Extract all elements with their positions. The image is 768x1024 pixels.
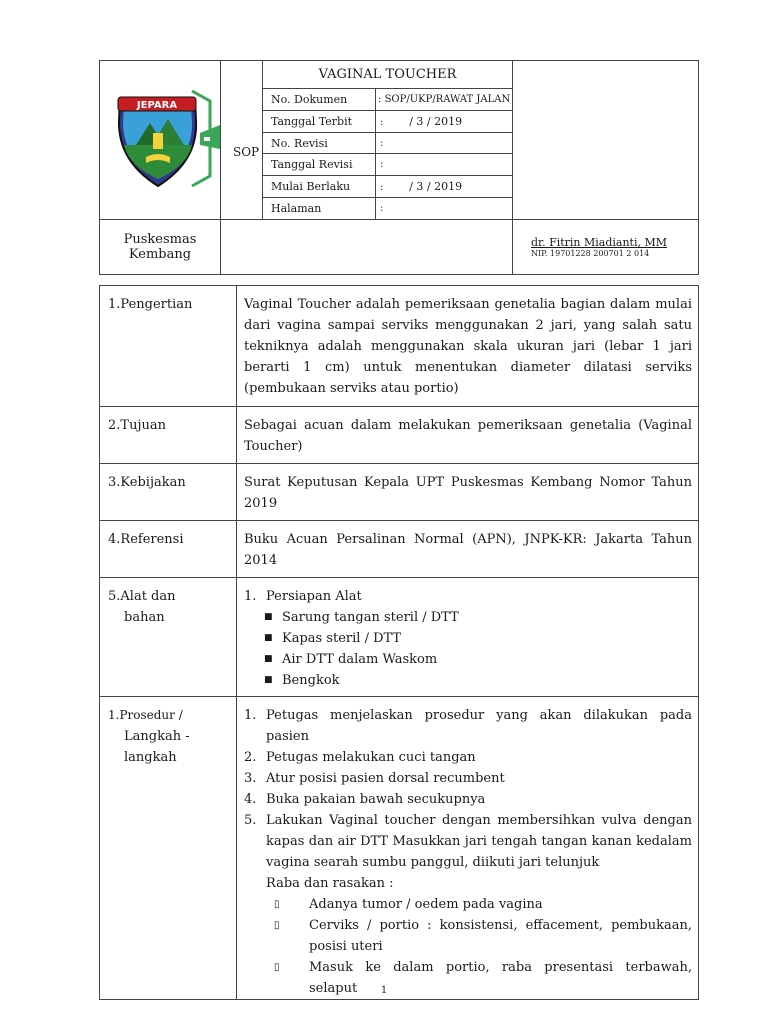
list-item — [244, 607, 692, 628]
list-item — [244, 894, 692, 915]
logo-lettering: JEPARA — [136, 100, 178, 111]
sop-content-table — [99, 285, 699, 1000]
list-text: Masuk ke dalam portio, raba presentasi terbawah, selaput — [309, 960, 692, 996]
organization-location: Kembang — [128, 247, 192, 262]
logo-cell — [100, 61, 221, 220]
signer-cell — [513, 220, 699, 275]
label-alat-bahan — [100, 578, 237, 697]
table-row — [100, 578, 699, 697]
list-number: 5. — [244, 813, 257, 828]
text-tujuan: Sebagai acuan dalam melakukan pemeriksaan genetalia (Vaginal Toucher) — [237, 407, 699, 464]
organization-name: Puskesmas — [123, 232, 197, 247]
organization-cell — [100, 220, 221, 275]
list-text: Lakukan Vaginal toucher dengan membersihkan vulva dengan kapas dan air DTT Masukkan jari tengah tangan kanan kedalam vagina searah sumbu panggul, diikuti jari telunjuk — [266, 813, 692, 870]
meta-colon: : — [378, 93, 382, 105]
meta-value-tanggal-terbit — [376, 110, 513, 132]
sop-header-table — [99, 60, 699, 275]
list-item — [244, 586, 692, 607]
list-text: Persiapan Alat — [266, 589, 362, 604]
meta-label-tanggal-terbit: Tanggal Terbit — [263, 110, 376, 132]
list-text: Petugas menjelaskan prosedur yang akan dilakukan pada pasien — [266, 708, 692, 744]
header-middle-blank — [221, 220, 513, 275]
table-row — [100, 407, 699, 464]
meta-colon: : — [380, 182, 384, 194]
label-referensi: 4.Referensi — [100, 521, 237, 578]
list-text: Buka pakaian bawah secukupnya — [266, 792, 486, 807]
list-number: 1. — [244, 589, 257, 604]
document-title: VAGINAL TOUCHER — [263, 61, 513, 89]
label-line: Langkah - — [124, 729, 190, 744]
list-item — [244, 747, 692, 768]
list-item — [244, 649, 692, 670]
list-item — [244, 705, 692, 747]
missing-glyph-bullet-icon: ▯ — [274, 920, 280, 931]
text-pengertian: Vaginal Toucher adalah pemeriksaan genetalia bagian dalam mulai dari vagina sampai serviks menggunakan 2 jari, yang salah satu tekniknya adalah menggunakan skala ukuran jari (lebar 1 jari berarti 1 cm) untuk menentukan diameter dilatasi serviks (pembukaan serviks atau portio) — [237, 286, 699, 407]
list-item — [244, 768, 692, 789]
bullet-icon: ■ — [264, 654, 273, 664]
meta-label-mulai-berlaku: Mulai Berlaku — [263, 176, 376, 198]
list-number: 2. — [244, 750, 257, 765]
text-kebijakan: Surat Keputusan Kepala UPT Puskesmas Kembang Nomor Tahun 2019 — [237, 464, 699, 521]
label-kebijakan: 3.Kebijakan — [100, 464, 237, 521]
list-item — [244, 628, 692, 649]
list-text: Bengkok — [282, 673, 340, 688]
list-item — [244, 810, 692, 873]
list-text: Air DTT dalam Waskom — [282, 652, 438, 667]
missing-glyph-bullet-icon: ▯ — [274, 962, 280, 973]
raba-heading: Raba dan rasakan : — [266, 876, 394, 891]
sop-label-cell — [221, 61, 263, 220]
list-text: Sarung tangan steril / DTT — [282, 610, 459, 625]
list-item — [244, 915, 692, 957]
meta-colon: : — [380, 116, 384, 128]
header-right-blank — [513, 61, 699, 220]
label-pengertian: 1.Pengertian — [100, 286, 237, 407]
label-tujuan: 2.Tujuan — [100, 407, 237, 464]
list-text: Cerviks / portio : konsistensi, effacement, pembukaan, posisi uteri — [309, 918, 692, 954]
table-row — [100, 286, 699, 407]
label-line: bahan — [124, 610, 165, 625]
meta-value-no-revisi — [376, 132, 513, 154]
meta-colon: : — [380, 159, 384, 171]
list-text: Kapas steril / DTT — [282, 631, 402, 646]
meta-colon: : — [380, 137, 384, 149]
signer-name: dr. Fitrin Miadianti, MM — [531, 236, 668, 249]
meta-value-text: SOP/UKP/RAWAT JALAN — [384, 93, 511, 105]
meta-value-mulai-berlaku — [376, 176, 513, 198]
list-text: Petugas melakukan cuci tangan — [266, 750, 476, 765]
list-number: 4. — [244, 792, 257, 807]
table-row — [100, 697, 699, 1000]
meta-value-text: / 3 / 2019 — [409, 114, 463, 128]
meta-label-halaman: Halaman — [263, 198, 376, 220]
meta-label-no-revisi: No. Revisi — [263, 132, 376, 154]
list-number: 1. — [244, 708, 257, 723]
meta-colon: : — [380, 203, 384, 215]
table-row — [100, 464, 699, 521]
list-text: Adanya tumor / oedem pada vagina — [309, 897, 543, 912]
meta-value-no-dokumen — [376, 89, 513, 111]
list-item — [244, 670, 692, 691]
table-row — [100, 521, 699, 578]
bullet-icon: ■ — [264, 612, 273, 622]
text-prosedur — [237, 697, 699, 1000]
bullet-icon: ■ — [264, 675, 273, 685]
label-prosedur — [100, 697, 237, 1000]
list-item — [244, 789, 692, 810]
meta-label-tanggal-revisi: Tanggal Revisi — [263, 154, 376, 176]
sop-label: SOP — [233, 145, 260, 159]
jepara-crest-logo — [100, 61, 220, 216]
label-line: langkah — [124, 750, 177, 765]
meta-value-tanggal-revisi — [376, 154, 513, 176]
page-number: 1 — [380, 985, 388, 996]
list-number: 3. — [244, 771, 257, 786]
signer-nip: NIP. 19701228 200701 2 014 — [531, 249, 650, 258]
meta-value-text: / 3 / 2019 — [409, 180, 463, 194]
text-referensi: Buku Acuan Persalinan Normal (APN), JNPK-KR: Jakarta Tahun 2014 — [237, 521, 699, 578]
meta-label-no-dokumen: No. Dokumen — [263, 89, 376, 111]
label-line: 5.Alat dan — [108, 589, 176, 604]
label-line: 1.Prosedur / — [108, 708, 183, 722]
bullet-icon: ■ — [264, 633, 273, 643]
text-alat-bahan — [237, 578, 699, 697]
list-text: Atur posisi pasien dorsal recumbent — [266, 771, 505, 786]
missing-glyph-bullet-icon: ▯ — [274, 899, 280, 910]
meta-value-halaman — [376, 198, 513, 220]
